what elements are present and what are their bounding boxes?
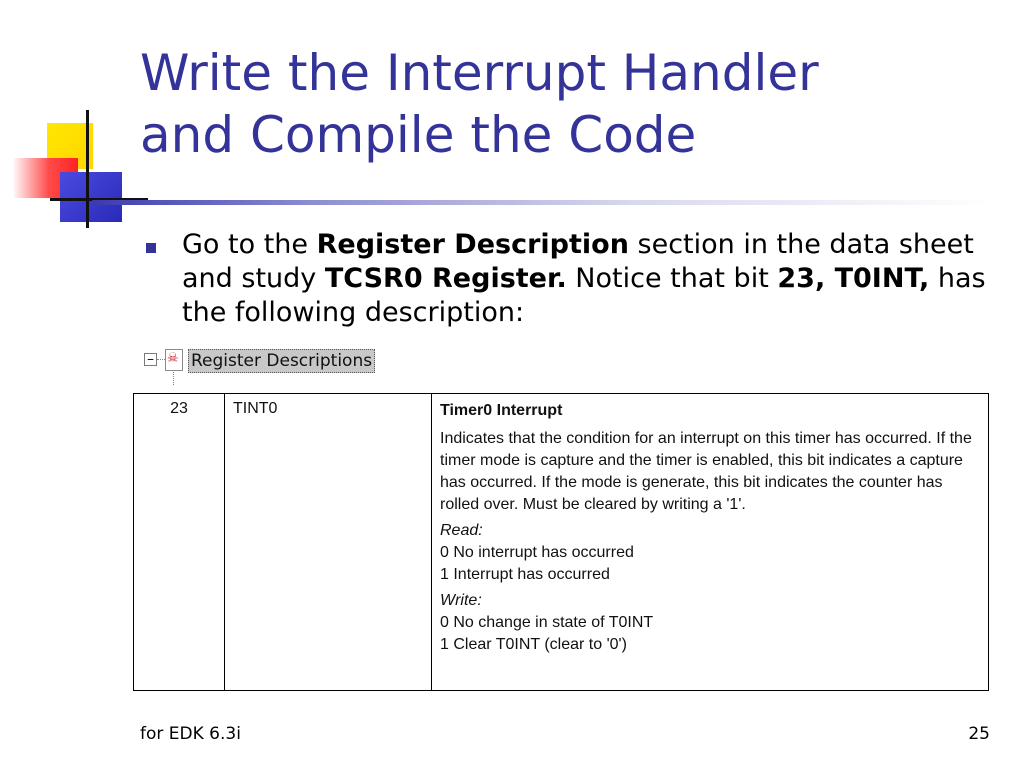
- title-line-1: Write the Interrupt Handler: [140, 44, 819, 102]
- page-number: 25: [968, 724, 990, 744]
- write-label: Write:: [440, 592, 482, 609]
- tree-label[interactable]: Register Descriptions: [188, 349, 375, 373]
- read-value-1: 1 Interrupt has occurred: [440, 566, 610, 583]
- bullet-square-icon: [146, 243, 156, 253]
- description-paragraph: Indicates that the condition for an interrupt on this timer has occurred. If the timer mode is capture and the timer is enabled, this bit indicates a capture has occurred. If the mode is generate, this bit indicates the counter has rolled over. Must be cleared by writing a '1'.: [440, 430, 972, 513]
- bullet-bold-bit23: 23, T0INT,: [777, 263, 930, 294]
- description-title: Timer0 Interrupt: [440, 402, 563, 419]
- title-underline-rule: [92, 200, 992, 205]
- tree-connectors: [140, 346, 188, 376]
- write-value-0: 0 No change in state of T0INT: [440, 614, 654, 631]
- bullet-text-3: Notice that bit: [566, 263, 778, 294]
- page-title: [140, 42, 1000, 166]
- tree-line-horizontal: [157, 359, 165, 360]
- title-line-2: and Compile the Code: [140, 106, 697, 164]
- bullet-text: [182, 228, 990, 330]
- footer-text: for EDK 6.3i: [140, 724, 241, 744]
- read-label: Read:: [440, 522, 483, 539]
- decor-blue-square: [60, 172, 122, 222]
- read-value-0: 0 No interrupt has occurred: [440, 544, 634, 561]
- bullet-text-2: section in the data sheet and study: [182, 229, 974, 294]
- decor-vertical-line: [86, 110, 89, 228]
- pdf-document-icon: [165, 349, 183, 371]
- bullet-bold-tcsr0: TCSR0 Register.: [324, 263, 567, 294]
- write-value-1: 1 Clear T0INT (clear to '0'): [440, 636, 627, 653]
- bit-number-cell: 23: [134, 394, 225, 691]
- table-row: [134, 394, 989, 691]
- bullet-text-4: has the following description:: [182, 263, 986, 328]
- description-cell: [432, 394, 989, 691]
- collapse-toggle-icon[interactable]: −: [144, 353, 157, 366]
- bullet-bold-register-description: Register Description: [316, 229, 629, 260]
- bullet-text-1: Go to the: [182, 229, 317, 260]
- bullet-item: [140, 228, 990, 330]
- field-name-cell: TINT0: [225, 394, 432, 691]
- tree-node-register-descriptions[interactable]: [140, 346, 375, 376]
- register-table: [133, 393, 989, 691]
